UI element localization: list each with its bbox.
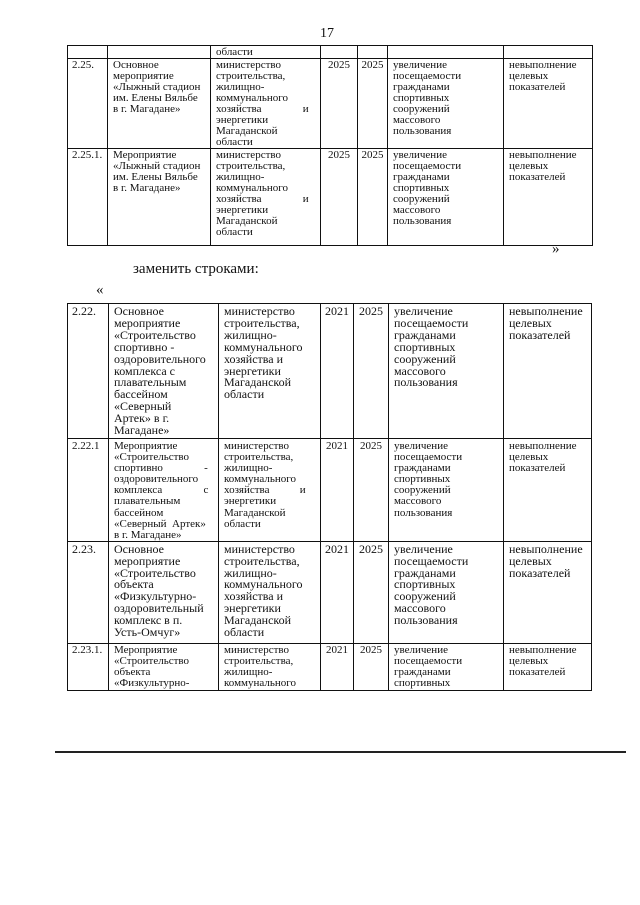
expected-result: увеличение посещаемости гражданами спортивных сооружений массового пользования [389, 542, 504, 644]
end-year: 2025 [354, 644, 389, 691]
start-year: 2021 [321, 439, 354, 542]
row-number: 2.25.1. [68, 149, 108, 246]
row-number: 2.23. [68, 542, 109, 644]
start-year: 2021 [321, 644, 354, 691]
end-year: 2025 [354, 304, 389, 439]
risk-consequence: невыполнение целевых показателей [504, 542, 592, 644]
empty-cell [68, 46, 108, 59]
opening-quote: « [96, 282, 104, 298]
empty-cell [108, 46, 211, 59]
closing-quote: » [552, 241, 560, 257]
end-year: 2025 [358, 59, 388, 149]
responsible-executor: министерство строительства, жилищно- коммунального хозяйства и энергетики Магаданской области [211, 149, 321, 246]
row-number: 2.22.1 [68, 439, 109, 542]
expected-result: увеличение посещаемости гражданами спортивных сооружений массового пользования [388, 149, 504, 246]
expected-result: увеличение посещаемости гражданами спортивных сооружений массового пользования [389, 304, 504, 439]
empty-cell [358, 46, 388, 59]
empty-cell [321, 46, 358, 59]
measure-name: Основное мероприятие «Строительство объекта «Физкультурно- оздоровительный комплекс в п. Усть-Омчуг» [109, 542, 219, 644]
start-year: 2025 [321, 59, 358, 149]
responsible-executor: министерство строительства, жилищно- коммунального хозяйства и энергетики Магаданской области [211, 59, 321, 149]
responsible-executor: министерство строительства, жилищно- коммунального хозяйства и энергетики Магаданской области [219, 542, 321, 644]
empty-cell [388, 46, 504, 59]
start-year: 2025 [321, 149, 358, 246]
risk-consequence: невыполнение целевых показателей [504, 59, 593, 149]
responsible-executor: министерство строительства, жилищно- коммунального хозяйства и энергетики Магаданской области [219, 304, 321, 439]
risk-consequence: невыполнение целевых показателей [504, 439, 592, 542]
old-rows-table [67, 45, 593, 246]
end-year: 2025 [354, 542, 389, 644]
responsible-executor: министерство строительства, жилищно- коммунального хозяйства и энергетики Магаданской области [219, 439, 321, 542]
row-number: 2.25. [68, 59, 108, 149]
responsible-executor: области [211, 46, 321, 59]
start-year: 2021 [321, 304, 354, 439]
risk-consequence: невыполнение целевых показателей [504, 644, 592, 691]
measure-name: Мероприятие «Строительство спортивно - оздоровительного комплекса с плавательным бассейном «Северный Артек» в г. Магадане» [109, 439, 219, 542]
end-year: 2025 [354, 439, 389, 542]
row-number: 2.22. [68, 304, 109, 439]
risk-consequence: невыполнение целевых показателей [504, 304, 592, 439]
end-year: 2025 [358, 149, 388, 246]
expected-result: увеличение посещаемости гражданами спортивных [389, 644, 504, 691]
page-number: 17 [320, 26, 334, 41]
new-rows-table [67, 303, 592, 691]
replacement-instruction: заменить строками: [133, 261, 259, 277]
measure-name: Мероприятие «Строительство объекта «Физкультурно- [109, 644, 219, 691]
row-number: 2.23.1. [68, 644, 109, 691]
footer-divider [55, 751, 626, 753]
expected-result: увеличение посещаемости гражданами спортивных сооружений массового пользования [389, 439, 504, 542]
empty-cell [504, 46, 593, 59]
start-year: 2021 [321, 542, 354, 644]
measure-name: Мероприятие «Лыжный стадион им. Елены Вяльбе в г. Магадане» [108, 149, 211, 246]
risk-consequence: невыполнение целевых показателей [504, 149, 593, 246]
measure-name: Основное мероприятие «Строительство спортивно - оздоровительного комплекса с плавательным бассейном «Северный Артек» в г. Магадане» [109, 304, 219, 439]
measure-name: Основное мероприятие «Лыжный стадион им. Елены Вяльбе в г. Магадане» [108, 59, 211, 149]
responsible-executor: министерство строительства, жилищно- коммунального [219, 644, 321, 691]
expected-result: увеличение посещаемости гражданами спортивных сооружений массового пользования [388, 59, 504, 149]
